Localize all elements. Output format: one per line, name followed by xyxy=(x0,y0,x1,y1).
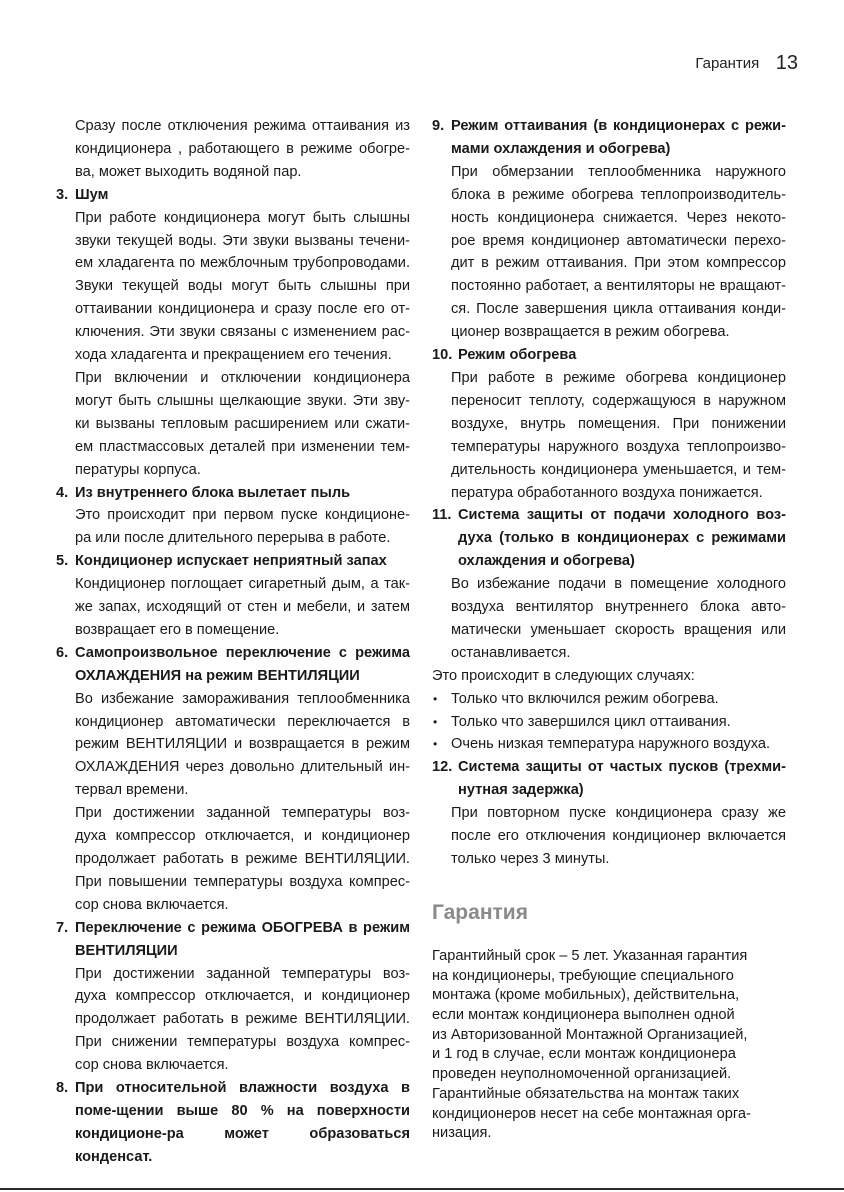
item-paragraph: Во избежание подачи в помещение холодного воздуха вентилятор внутреннего блока авто-матически уменьшает скорость вращения или останавливается. xyxy=(451,576,786,661)
item-paragraph: При достижении заданной температуры воз-духа компрессор отключается, и кондиционер продолжает работать в режиме ВЕНТИЛЯЦИИ. При повышении температуры воздуха компрес-сор снова включается. xyxy=(75,805,410,913)
item-heading: 5. Кондиционер испускает неприятный запах xyxy=(56,553,387,570)
item-paragraph: При обмерзании теплообменника наружного блока в режиме обогрева теплопроизводитель-ность кондиционера снижается. Через некото-рое время кондиционер автоматически перехо-дит в режим оттаивания. При этом компрессор постоянно работает, а вентиляторы не вращают-ся. После завершения цикла оттаивания конди-ционер возвращается в режим обогрева. xyxy=(451,163,786,341)
list-item xyxy=(432,756,786,871)
item-heading: 11. Система защиты от подачи холодного воз-духа (только в кондиционерах с режимами охлаждения и обогрева) xyxy=(432,507,786,570)
bullet-icon: • xyxy=(433,691,438,706)
item-paragraph: При работе в режиме обогрева кондиционер переносит теплоту, содержащуюся в наружном воздухе, внутрь помещения. При понижении температуры наружного воздуха теплопроизво-дительность кондиционера уменьшается, и тем-пература обработанного воздуха понижается. xyxy=(451,369,786,501)
item-paragraph: При работе кондиционера могут быть слышны звуки текущей воды. Эти звуки вызваны течени-ем хладагента по межблочным трубопроводами. Звуки текущей воды могут быть слышны при оттаивании кондиционера и сразу после его от-ключения. Эти звуки связаны с изменением рас-хода хладагента и прекращением его течения. xyxy=(75,209,410,364)
list-item xyxy=(56,917,410,1077)
bottom-rule xyxy=(0,1188,844,1190)
list-item xyxy=(56,482,410,551)
right-column xyxy=(432,115,786,1144)
bullet-item: • Только что завершился цикл оттаивания. xyxy=(432,711,786,734)
list-item xyxy=(56,550,410,642)
intro-paragraph: Сразу после отключения режима оттаивания из кондиционера , работающего в режиме обогре-ва, может выходить водяной пар. xyxy=(75,118,410,180)
item-paragraph: При включении и отключении кондиционера могут быть слышны щелкающие звуки. Эти зву-ки вызваны тепловым расширением или сжати-ем пластмассовых деталей при изменении тем-пературы корпуса. xyxy=(75,369,410,478)
page-header xyxy=(695,52,798,75)
list-item xyxy=(56,642,410,917)
item-heading: 4. Из внутреннего блока вылетает пыль xyxy=(56,484,351,501)
bullet-icon: • xyxy=(433,737,438,752)
item-heading: 8. При относительной влажности воздуха в поме-щении выше 80 % на поверхности кондиционе-ра может образоваться конденсат. xyxy=(56,1080,410,1165)
item-heading: 7. Переключение с режима ОБОГРЕВА в режим ВЕНТИЛЯЦИИ xyxy=(56,919,410,959)
item-heading: 6. Самопроизвольное переключение с режима ОХЛАЖДЕНИЯ на режим ВЕНТИЛЯЦИИ xyxy=(56,644,410,684)
page-number: 13 xyxy=(775,52,798,74)
warranty-title: Гарантия xyxy=(432,900,528,924)
left-column xyxy=(56,115,410,1169)
item-heading: 9. Режим оттаивания (в кондиционерах с режи-мами охлаждения и обогрева) xyxy=(432,118,786,157)
header-section-title: Гарантия xyxy=(695,55,760,72)
bullet-item: • Очень низкая температура наружного воздуха. xyxy=(432,733,786,756)
item-heading: 3. Шум xyxy=(56,186,109,203)
list-item xyxy=(432,344,786,504)
list-item xyxy=(56,1077,410,1169)
warranty-text: Гарантийный срок – 5 лет. Указанная гарантия на кондиционеры, требующие специального монтажа (кроме мобильных), действительна, если монтаж кондиционера выполнен одной из Авторизованной Монтажной Организацией, и 1 год в случае, если монтаж кондиционера проведен неуполномоченной организацией. Гарантийные обязательства на монтаж таких кондиционеров несет на себе монтажная орга- низация. xyxy=(432,947,751,1142)
bullet-item: • Только что включился режим обогрева. xyxy=(432,688,786,711)
item-heading: 12. Система защиты от частых пусков (трехми-нутная задержка) xyxy=(432,759,786,799)
bullet-icon: • xyxy=(433,714,438,729)
list-item xyxy=(432,115,786,344)
item-paragraph: Кондиционер поглощает сигаретный дым, а так-же запах, исходящий от стен и мебели, и затем возвращает его в помещение. xyxy=(75,576,410,638)
cases-intro: Это происходит в следующих случаях: xyxy=(432,667,695,684)
list-item xyxy=(56,184,410,482)
item-paragraph: При достижении заданной температуры воз-духа компрессор отключается, и кондиционер продолжает работать в режиме ВЕНТИЛЯЦИИ. При снижении температуры воздуха компрес-сор снова включается. xyxy=(75,965,410,1074)
item-paragraph: Это происходит при первом пуске кондиционе-ра или после длительного перерыва в работе. xyxy=(75,507,410,547)
item-paragraph: Во избежание замораживания теплообменника кондиционер автоматически переключается в режим ВЕНТИЛЯЦИИ и возвращается в режим ОХЛАЖДЕНИЯ через довольно длительный ин-тервал времени. xyxy=(75,690,410,799)
list-item xyxy=(432,504,786,664)
item-paragraph: При повторном пуске кондиционера сразу же после его отключения кондиционер включается только через 3 минуты. xyxy=(451,805,786,867)
item-heading: 10. Режим обогрева xyxy=(432,347,577,364)
